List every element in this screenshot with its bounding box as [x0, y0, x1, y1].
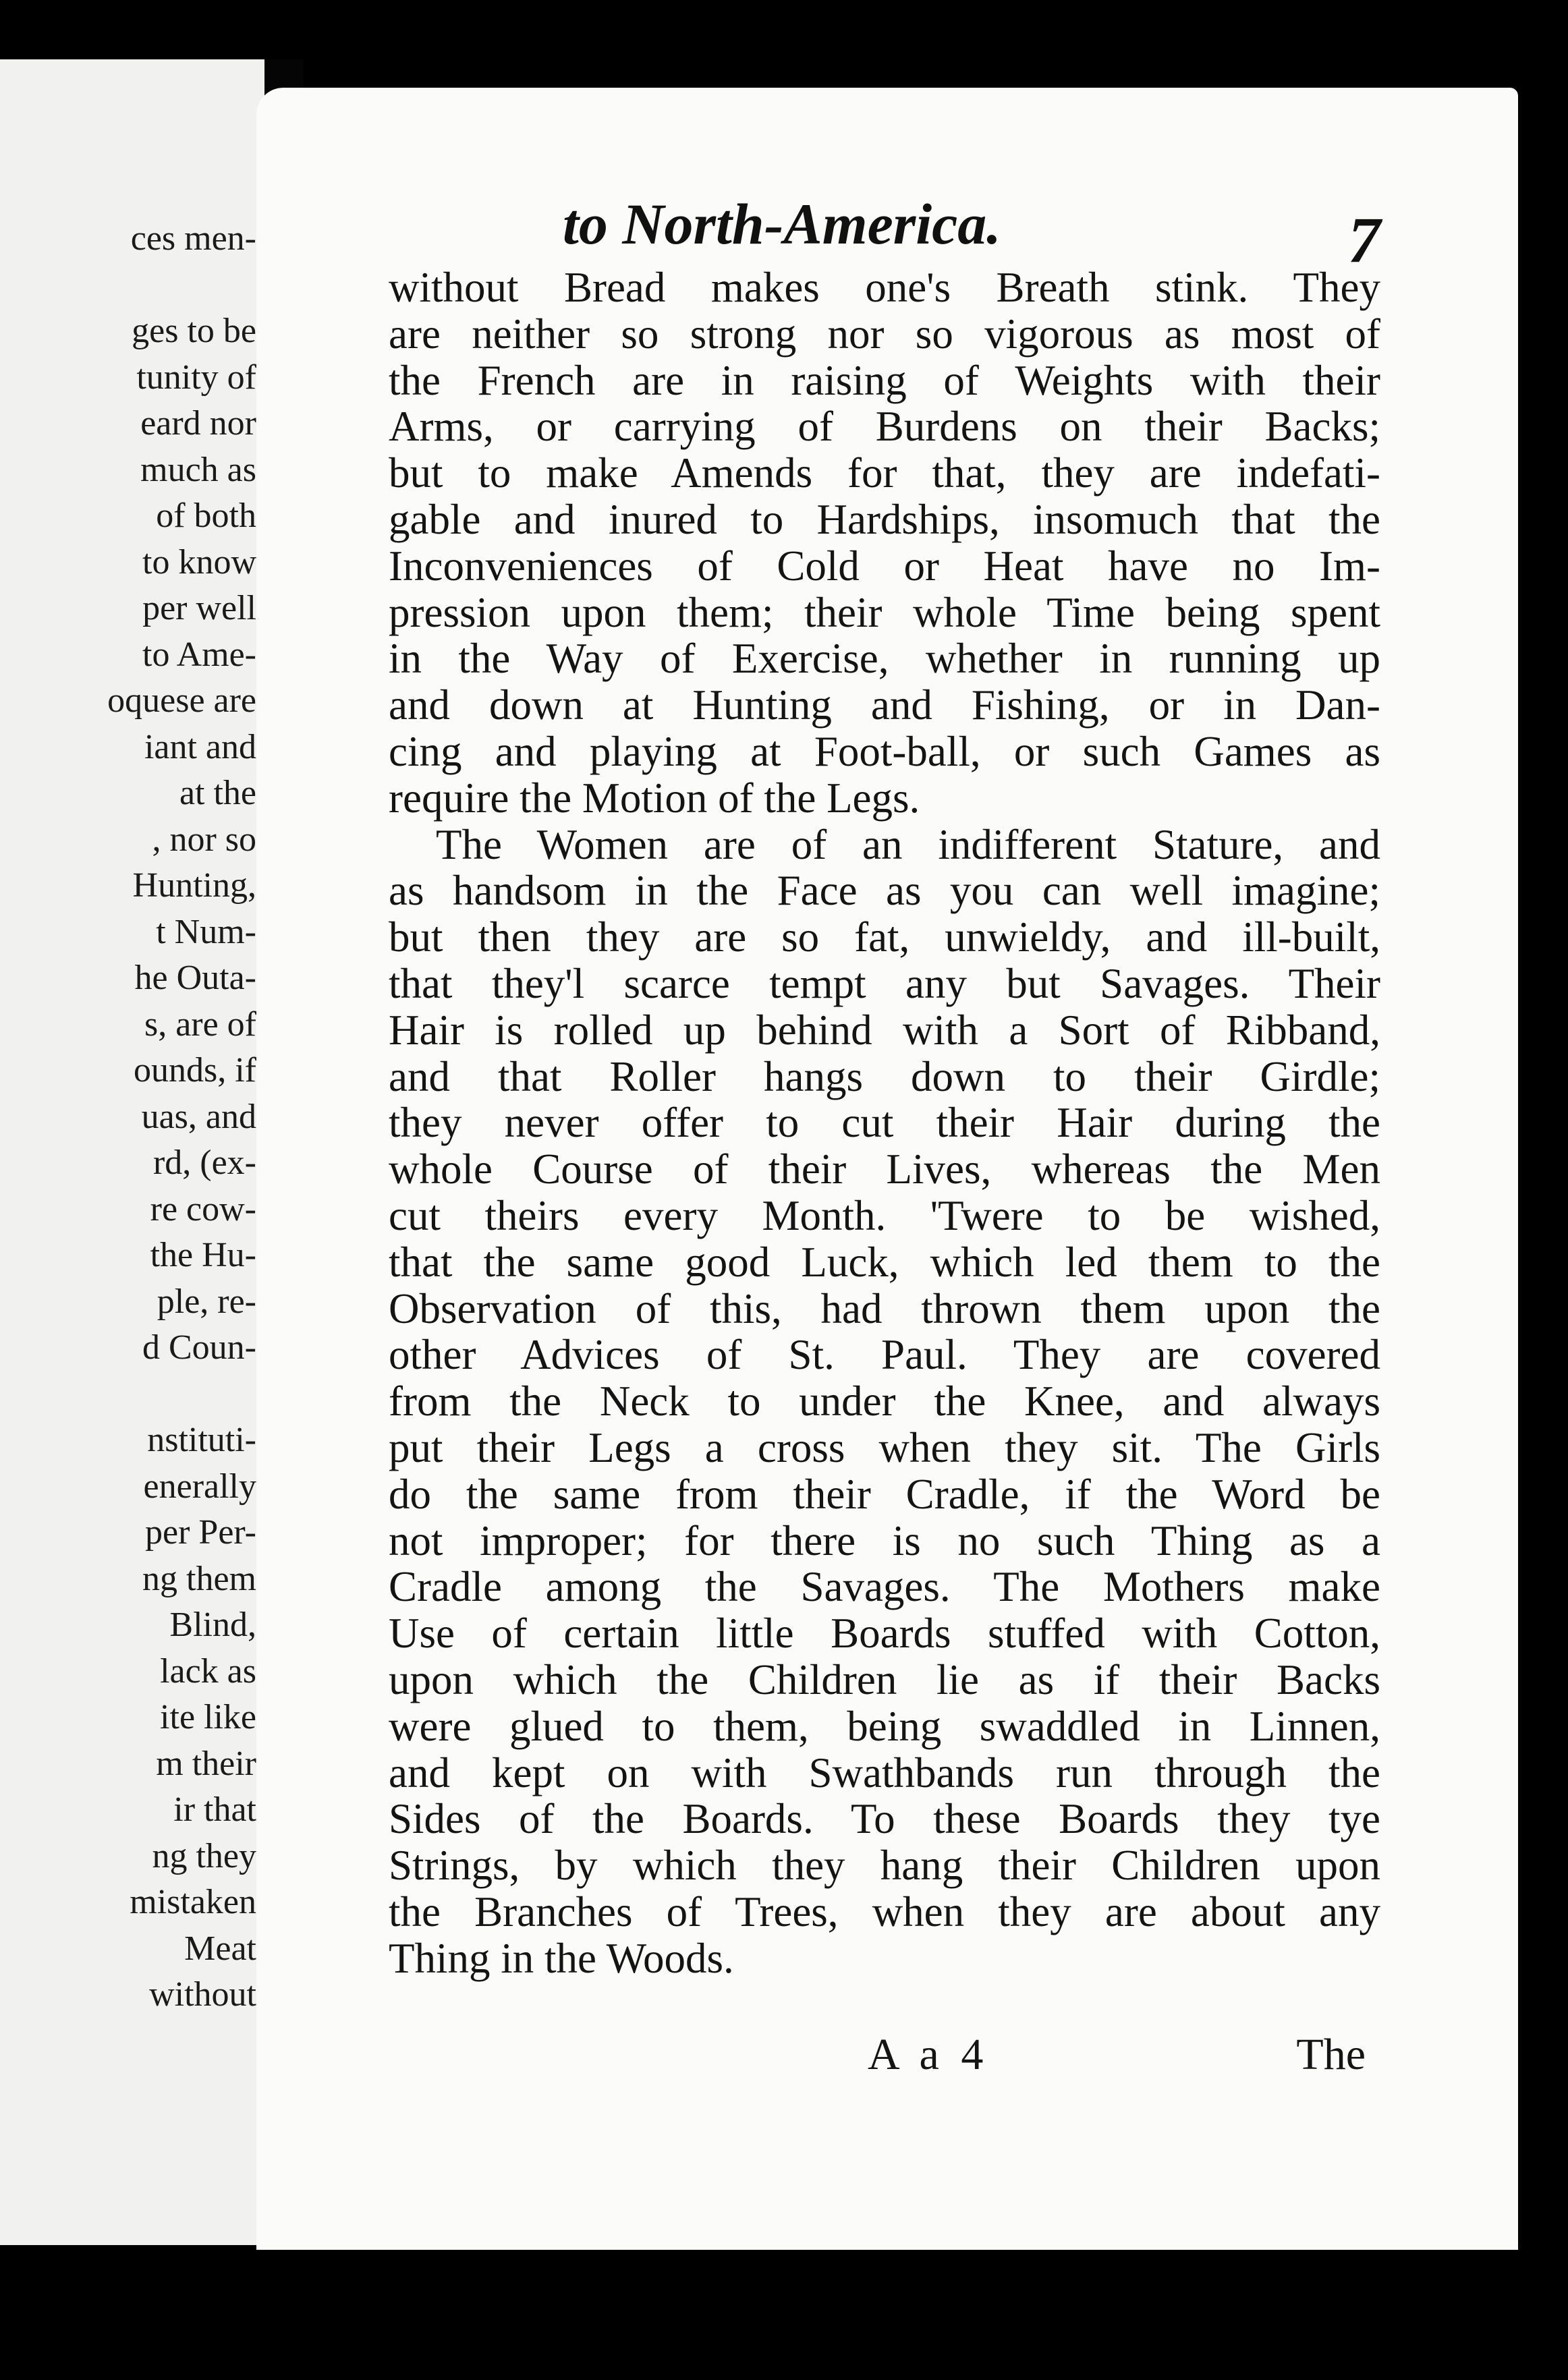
- left-page-line: ir that: [173, 1790, 256, 1829]
- left-page-text: [0, 216, 256, 2018]
- text-line: cut theirs every Month. 'Twere to be wished,: [389, 1191, 1380, 1239]
- text-line: are neither so strong nor so vigorous as most of: [389, 310, 1380, 358]
- left-page-line: ng they: [152, 1836, 256, 1875]
- left-page-line: lack as: [160, 1651, 256, 1691]
- page-number: 7: [1348, 204, 1380, 276]
- left-page-line: mistaken: [130, 1883, 256, 1921]
- text-line: Use of certain little Boards stuffed with Cotton,: [389, 1610, 1380, 1658]
- catchword: The: [1296, 2030, 1366, 2079]
- left-page-line: per well: [142, 589, 256, 627]
- left-page-line: iant and: [144, 727, 256, 766]
- text-line: but then they are so fat, unwieldy, and ill-built,: [389, 913, 1380, 961]
- left-page-line: to know: [142, 542, 256, 582]
- left-page-line: d Coun-: [142, 1328, 256, 1367]
- right-page: [256, 88, 1518, 2250]
- text-line: as handsom in the Face as you can well imagine;: [389, 867, 1380, 915]
- left-page-line: much as: [140, 450, 256, 489]
- left-page-line: nstituti-: [147, 1421, 256, 1459]
- left-page-line: Blind,: [169, 1606, 256, 1644]
- text-line: Cradle among the Savages. The Mothers make: [389, 1563, 1380, 1611]
- left-page-line: he Outa-: [134, 959, 256, 997]
- left-page-line: [0, 1371, 256, 1418]
- left-page-line: t Num-: [156, 912, 256, 951]
- left-page-line: rd, (ex-: [152, 1143, 256, 1182]
- text-line: that the same good Luck, which led them to the: [389, 1238, 1380, 1286]
- text-line: The Women are of an indifferent Stature, and: [436, 820, 1380, 868]
- left-page-line: per Per-: [145, 1513, 256, 1552]
- text-line: from the Neck to under the Knee, and always: [389, 1378, 1380, 1425]
- left-page-line: Hunting,: [132, 866, 256, 905]
- text-line: Thing in the Woods.: [389, 1934, 734, 1982]
- text-line: cing and playing at Foot-ball, or such Games as: [389, 727, 1380, 775]
- left-page-line: ges to be: [132, 312, 256, 350]
- left-page-line: ces men-: [130, 219, 256, 258]
- text-line: and kept on with Swathbands run through the: [389, 1749, 1380, 1796]
- text-line: they never offer to cut their Hair during the: [389, 1099, 1380, 1147]
- text-line: and that Roller hangs down to their Girdle;: [389, 1052, 1380, 1100]
- text-line: Inconveniences of Cold or Heat have no Im-: [389, 542, 1380, 590]
- left-page-line: the Hu-: [150, 1236, 256, 1274]
- left-page-line: of both: [156, 497, 256, 535]
- text-line: Hair is rolled up behind with a Sort of Ribband,: [389, 1006, 1380, 1054]
- running-head: to North-America.: [563, 192, 1001, 256]
- text-line: gable and inured to Hardships, insomuch that the: [389, 495, 1380, 543]
- text-line: were glued to them, being swaddled in Linnen,: [389, 1702, 1380, 1750]
- text-line: in the Way of Exercise, whether in running up: [389, 635, 1380, 683]
- left-page-line: , nor so: [152, 820, 256, 859]
- left-page-line: uas, and: [141, 1097, 256, 1136]
- left-page-line: Meat: [184, 1929, 256, 1968]
- text-line: do the same from their Cradle, if the Word be: [389, 1470, 1380, 1518]
- text-line: Strings, by which they hang their Children upon: [389, 1842, 1380, 1890]
- text-line: put their Legs a cross when they sit. The Girls: [389, 1423, 1380, 1471]
- text-line: Arms, or carrying of Burdens on their Backs;: [389, 403, 1380, 451]
- left-page-line: to Ame-: [142, 635, 256, 674]
- text-line: other Advices of St. Paul. They are covered: [389, 1331, 1380, 1379]
- left-page-line: [0, 262, 256, 309]
- body-text: [389, 264, 1380, 1981]
- left-page-line: at the: [179, 774, 256, 812]
- left-page-line: ounds, if: [134, 1051, 256, 1089]
- left-page-line: re cow-: [150, 1189, 256, 1228]
- text-line: Sides of the Boards. To these Boards they tye: [389, 1795, 1380, 1843]
- text-line: without Bread makes one's Breath stink. They: [389, 264, 1380, 311]
- left-page: [0, 59, 264, 2245]
- left-page-line: tunity of: [136, 358, 256, 397]
- text-line: and down at Hunting and Fishing, or in Dan-: [389, 681, 1380, 729]
- page-text-block: [389, 88, 1380, 2250]
- signature-mark: A a 4: [868, 2030, 989, 2079]
- text-line: upon which the Children lie as if their Backs: [389, 1655, 1380, 1703]
- left-page-line: enerally: [143, 1467, 256, 1506]
- left-page-line: ple, re-: [157, 1282, 256, 1321]
- text-line: pression upon them; their whole Time being spent: [389, 588, 1380, 636]
- left-page-line: oquese are: [107, 681, 256, 720]
- text-line: that they'l scarce tempt any but Savages. Their: [389, 959, 1380, 1007]
- text-line: whole Course of their Lives, whereas the Men: [389, 1145, 1380, 1193]
- left-page-line: s, are of: [144, 1004, 256, 1044]
- text-line: the French are in raising of Weights with their: [389, 356, 1380, 404]
- left-page-line: m their: [156, 1744, 256, 1783]
- left-page-line: without: [149, 1975, 256, 2014]
- left-page-line: ite like: [160, 1698, 256, 1736]
- text-line: require the Motion of the Legs.: [389, 774, 920, 822]
- text-line: Observation of this, had thrown them upon the: [389, 1284, 1380, 1332]
- left-page-line: ng them: [142, 1559, 256, 1598]
- text-line: the Branches of Trees, when they are about any: [389, 1888, 1380, 1935]
- text-line: not improper; for there is no such Thing as a: [389, 1517, 1380, 1564]
- left-page-line: eard nor: [140, 404, 256, 443]
- text-line: but to make Amends for that, they are indefati-: [389, 449, 1380, 497]
